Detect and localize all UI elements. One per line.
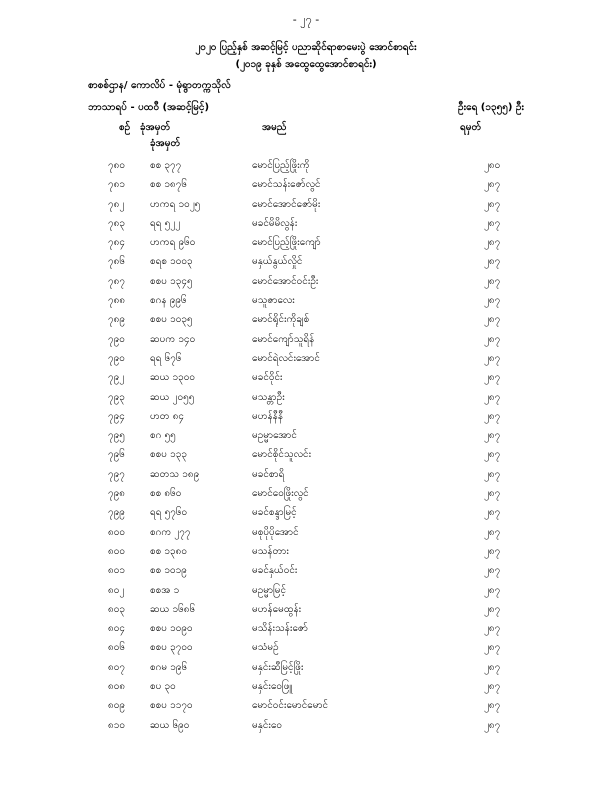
candidate-name: မနှယ်နွယ်လှိုင် [252, 256, 303, 268]
roll-number: စစ ၁၀၁၉ [150, 565, 187, 577]
roll-number: စစပ ၁၁၇၀ [150, 700, 193, 712]
candidate-name: မသန္တာဦး [252, 391, 285, 403]
result-mark: ၂၈၇ [484, 314, 501, 326]
table-row [0, 332, 612, 351]
row-number: ၇၈၀ [108, 160, 125, 171]
row-number: ၇၈၆ [108, 256, 125, 268]
candidate-name: မသန်တား [252, 545, 289, 557]
table-row [0, 660, 612, 679]
result-mark: ၂၈၇ [484, 719, 501, 731]
row-number: ၈၀၁ [108, 565, 125, 577]
candidate-name: မသူဇာလေး [252, 295, 295, 307]
page-number: - ၂၇ - [292, 13, 320, 26]
result-mark: ၂၈၇ [484, 295, 501, 307]
row-number: ၈၀၈ [108, 681, 126, 693]
row-number: ၈၀၀ [108, 545, 125, 557]
result-mark: ၂၈၇ [484, 468, 501, 480]
table-row [0, 640, 612, 659]
table-row [0, 428, 612, 447]
table-row [0, 563, 612, 582]
table-row [0, 197, 612, 216]
roll-number: စရစ ၁၀၀၃ [150, 256, 193, 268]
candidate-name: မောင်စိုင်သူလင်း [252, 449, 312, 461]
table-row [0, 486, 612, 505]
roll-number: ဟကရ ၉၆၀ [150, 237, 196, 249]
candidate-name: မနှင်းဆီမြင့်ဖြိုး [252, 661, 304, 673]
row-number: ၈၀၃ [108, 603, 125, 615]
result-mark: ၂၈၇ [484, 700, 501, 712]
roll-number: စစပ ၁၀၃၅ [150, 314, 193, 326]
candidate-name: မောင်ပြည့်ဖြိုးကို [252, 160, 310, 171]
table-row [0, 177, 612, 196]
candidate-name: မသံမဉ် [252, 642, 279, 654]
row-number: ၈၀၇ [108, 661, 125, 673]
result-mark: ၂၈၇ [484, 372, 501, 384]
total-count-label: ဦးရေ (၁၃၅၅) ဦး [458, 102, 524, 113]
result-mark: ၂၈၇ [484, 275, 501, 287]
roll-number: စစပ ၁၀၉၀ [150, 623, 193, 635]
roll-number: စဂ ၅၅ [150, 430, 176, 442]
row-number: ၇၈၃ [108, 217, 125, 229]
roll-number: စစ ၁၃၈၀ [150, 545, 188, 557]
result-mark: ၂၈၇ [484, 391, 501, 403]
table-row [0, 698, 612, 717]
result-mark: ၂၈၀ [484, 160, 501, 171]
table-row [0, 216, 612, 235]
roll-number: စပ ၃၀ [150, 681, 176, 693]
roll-number: ဆပက ၁၄၀ [150, 333, 196, 345]
candidate-name: မသိန်းသန်းဇော် [252, 623, 308, 635]
row-number: ၇၈၉ [108, 314, 125, 326]
table-row [0, 602, 612, 621]
result-mark: ၂၈၇ [484, 488, 501, 500]
row-number: ၈၀၄ [108, 623, 125, 635]
column-header-roll-line2: ခုံအမှတ် [150, 138, 181, 149]
roll-number: ရရ ၅၇၆၀ [150, 507, 188, 519]
table-row [0, 525, 612, 544]
roll-number: ဆယ ၁၃၀၀ [150, 372, 196, 384]
result-mark: ၂၈၇ [484, 217, 501, 229]
result-mark: ၂၈၇ [484, 449, 501, 461]
candidate-name: မဟန်မေထွန်း [252, 603, 302, 615]
table-row [0, 274, 612, 293]
result-mark: ၂၈၇ [484, 623, 501, 635]
candidate-name: မခင်စာရိ [252, 468, 285, 480]
result-mark: ၂၈၇ [484, 410, 501, 422]
result-mark: ၂၈၇ [484, 526, 501, 538]
result-mark: ၂၈၇ [484, 584, 501, 596]
roll-number: စစပ ၃၇၀၀ [150, 642, 193, 654]
candidate-name: မောင်အောင်ဝင်းဦး [252, 275, 319, 287]
row-number: ၇၉၆ [108, 449, 125, 461]
table-row [0, 679, 612, 698]
row-number: ၈၀၂ [108, 584, 125, 596]
table-row [0, 505, 612, 524]
table-row [0, 544, 612, 563]
subject-label: ဘာသာရပ် - ပထဝီ (အဆင့်မြင့်) [88, 102, 210, 113]
document-subtitle: (၂၀၁၉ ခုနှစ် အထွေထွေအောင်စာရင်း) [235, 59, 377, 70]
result-mark: ၂၈၇ [484, 565, 501, 577]
table-row [0, 718, 612, 737]
column-header-name: အမည် [262, 122, 287, 133]
row-number: ၇၉၄ [108, 410, 125, 422]
result-mark: ၂၈၇ [484, 256, 501, 268]
result-list [0, 158, 612, 737]
row-number: ၇၈၂ [108, 198, 125, 210]
candidate-name: မဥမ္မာအောင် [252, 430, 297, 442]
table-row [0, 235, 612, 254]
row-number: ၇၉၃ [108, 391, 125, 403]
table-row [0, 390, 612, 409]
roll-number: ရရ ၅၂၂ [150, 217, 181, 229]
exam-center-label: စာစစ်ဌာန/ ကောလိပ် - မုံရွာတက္ကသိုလ် [88, 80, 231, 91]
row-number: ၈၀၆ [108, 642, 125, 654]
candidate-name: မခင်စန္ဒာမြင့် [252, 507, 297, 519]
result-mark: ၂၈၇ [484, 545, 501, 557]
candidate-name: မောင်ပြည့်ဖြိုးကျော် [252, 237, 321, 249]
candidate-name: မခင်မိမိလွန်း [252, 217, 298, 229]
candidate-name: မဥမ္မာမြင့် [252, 584, 287, 596]
table-row [0, 621, 612, 640]
table-row [0, 370, 612, 389]
result-mark: ၂၈၇ [484, 430, 501, 442]
row-number: ၇၈၄ [108, 237, 125, 249]
column-header-result: ရမှတ် [460, 122, 482, 133]
candidate-name: မောင်သန်းဇော်လွင် [252, 179, 321, 191]
roll-number: ဟကရ ၁၀၂၅ [150, 198, 201, 210]
roll-number: ဆယ ၁၆၈၆ [150, 603, 196, 615]
row-number: ၇၉၂ [108, 372, 125, 384]
table-row [0, 312, 612, 331]
result-mark: ၂၈၇ [484, 603, 501, 615]
row-number: ၇၉၀ [108, 352, 125, 364]
column-header-no: စဉ် [119, 122, 131, 133]
candidate-name: မခင်နှယ်ဝင်း [252, 565, 298, 577]
candidate-name: မစုပိုပိုအောင် [252, 526, 299, 538]
roll-number: စဂန ၉၉၆ [150, 295, 187, 307]
result-mark: ၂၈၇ [484, 198, 501, 210]
roll-number: ဆယ ၆၉၀ [150, 719, 190, 731]
result-mark: ၂၈၇ [484, 661, 501, 673]
roll-number: ရရ ၆၇၆ [150, 352, 182, 364]
candidate-name: မောင်ရဲလင်းအောင် [252, 352, 320, 364]
row-number: ၇၉၀ [108, 333, 125, 345]
table-row [0, 158, 612, 177]
row-number: ၇၉၅ [108, 430, 125, 442]
roll-number: စဂက ၂၇၇ [150, 526, 191, 538]
result-mark: ၂၈၇ [484, 352, 501, 364]
table-row [0, 467, 612, 486]
result-mark: ၂၈၇ [484, 179, 501, 191]
roll-number: စစအ ၁ [150, 584, 180, 596]
result-mark: ၂၈၇ [484, 507, 501, 519]
row-number: ၈၁၀ [108, 719, 125, 731]
candidate-name: မောင်ဝင်းမောင်မောင် [252, 700, 329, 712]
roll-number: ဟတ ၈၄ [150, 410, 185, 422]
roll-number: စဂမ ၁၉၆ [150, 661, 188, 673]
roll-number: စစ ၁၈၇၆ [150, 179, 188, 191]
candidate-name: မဟန်နီနီ [252, 410, 284, 422]
roll-number: စစပ ၁၃၄၅ [150, 275, 193, 287]
row-number: ၈၀၉ [108, 700, 125, 712]
row-number: ၇၈၁ [108, 179, 125, 191]
result-mark: ၂၈၇ [484, 333, 501, 345]
roll-number: စစ ၈၆၀ [150, 488, 182, 500]
table-row [0, 447, 612, 466]
candidate-name: မောင်ကျော်သူရိန် [252, 333, 315, 345]
row-number: ၈၀၀ [108, 526, 125, 538]
roll-number: စစပ ၁၃၃ [150, 449, 188, 461]
document-title: ၂၀၂၀ ပြည့်နှစ် အဆင့်မြင့် ပညာဆိုင်ရာစာမေးပွဲ အောင်စာရင်း [195, 42, 417, 53]
roll-number: စစ ၃၇၇ [150, 160, 182, 171]
table-row [0, 351, 612, 370]
roll-number: ဆယ ၂၀၅၅ [150, 391, 195, 403]
table-row [0, 293, 612, 312]
candidate-name: မောင်ဝေဖြိုးလွင် [252, 488, 309, 500]
result-mark: ၂၈၇ [484, 681, 501, 693]
table-row [0, 409, 612, 428]
row-number: ၇၉၇ [108, 468, 125, 480]
candidate-name: မခင်ဝိုင်း [252, 372, 283, 384]
result-mark: ၂၈၇ [484, 642, 501, 654]
subject-row [88, 100, 524, 115]
candidate-name: မနှင်းဝေဖြူ [252, 681, 293, 693]
candidate-name: မနှင်းဝေ [252, 719, 283, 731]
table-row [0, 583, 612, 602]
roll-number: ဆတသ ၁၈၉ [150, 468, 200, 480]
row-number: ၇၉၉ [108, 507, 125, 519]
row-number: ၇၉၈ [108, 488, 125, 500]
row-number: ၇၈၇ [108, 275, 125, 287]
table-row [0, 254, 612, 273]
result-mark: ၂၈၇ [484, 237, 501, 249]
candidate-name: မောင်ရိုင်းကိုချစ် [252, 314, 310, 326]
candidate-name: မောင်အောင်ဇော်မိုး [252, 198, 321, 210]
column-header-roll: ခုံအမှတ် [140, 122, 171, 133]
row-number: ၇၈၈ [108, 295, 126, 307]
